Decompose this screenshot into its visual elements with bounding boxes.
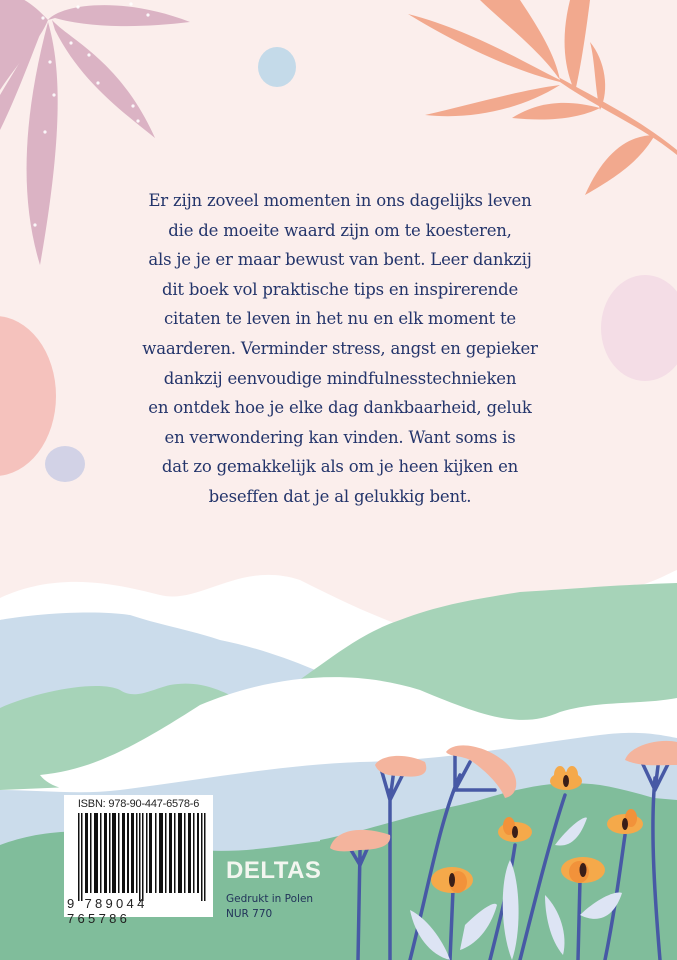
blurb-line: beseffen dat je al gelukkig bent. — [208, 486, 472, 506]
blurb-line: citaten te leven in het nu en elk moment te — [163, 309, 516, 329]
blue-dot-shape — [258, 47, 296, 87]
nur-code: NUR 770 — [226, 908, 273, 920]
blurb-line: die de moeite waard zijn om te koesteren, — [168, 220, 512, 240]
isbn-barcode — [64, 795, 213, 926]
printed-in-text: Gedrukt in Polen — [226, 893, 314, 905]
isbn-label: ISBN: 978-90-447-6578-6 — [77, 798, 200, 810]
blurb-line: waarderen. Verminder stress, angst en gepieker — [142, 338, 538, 358]
blurb-line: en verwondering kan vinden. Want soms is — [164, 427, 516, 447]
blurb-line: dit boek vol praktische tips en inspirerende — [161, 279, 519, 299]
blurb-line: en ontdek hoe je elke dag dankbaarheid, geluk — [148, 398, 532, 418]
blurb-line: dat zo gemakkelijk als om je heen kijken en — [161, 457, 519, 477]
blurb-line: dankzij eenvoudige mindfulnesstechnieken — [163, 368, 517, 388]
publisher-logo: DELTAS — [226, 857, 322, 884]
lavender-dot-shape — [45, 446, 85, 482]
barcode-icon — [78, 813, 206, 901]
blurb-line: als je je er maar bewust van bent. Leer dankzij — [148, 250, 532, 270]
back-cover-blurb — [120, 186, 560, 512]
barcode-digits: 9 789044 765786 — [67, 896, 148, 926]
blurb-line: Er zijn zoveel momenten in ons dagelijks leven — [148, 191, 532, 210]
